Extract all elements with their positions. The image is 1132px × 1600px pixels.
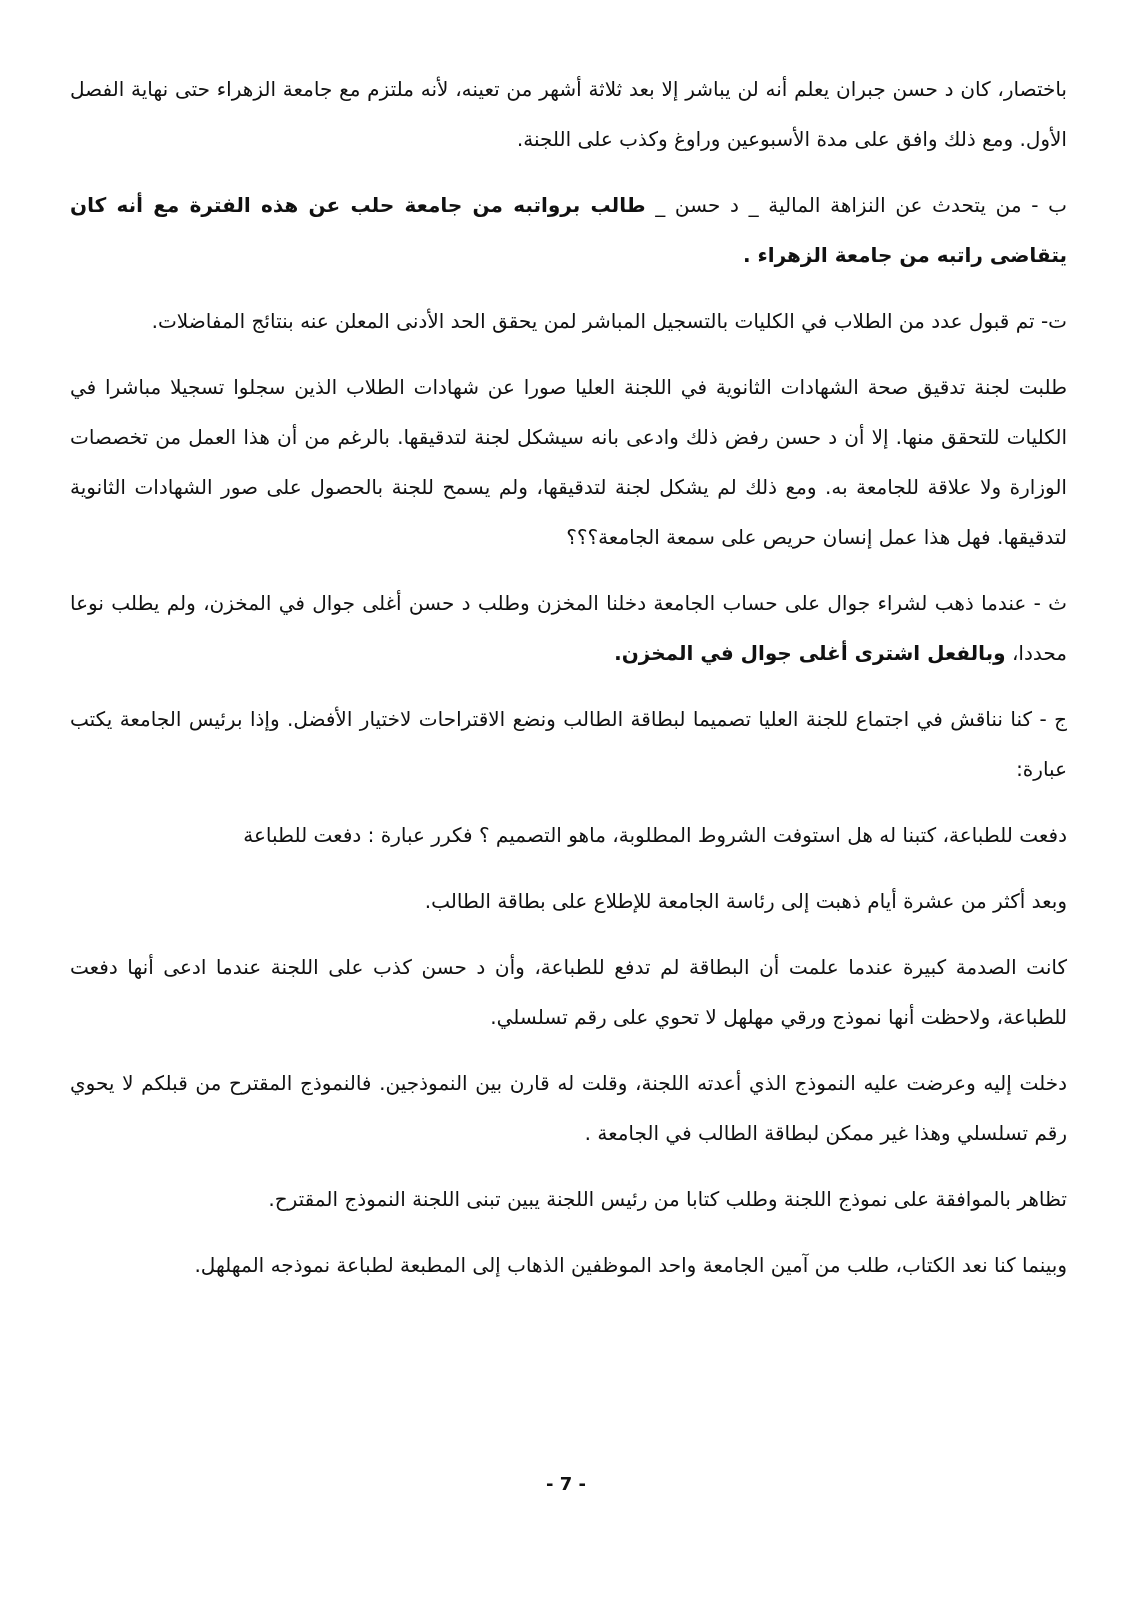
paragraph-shock: كانت الصدمة كبيرة عندما علمت أن البطاقة لم تدفع للطباعة، وأن د حسن كذب على اللجنة عندما ادعى أنها دفعت للطباعة، ولاحظت أنها نموذج ورقي مهلهل لا تحوي على رقم تسلسلي. — [70, 955, 1067, 1029]
paragraph-b-bold-text: طالب برواتبه من جامعة حلب عن هذه الفترة مع أنه كان يتقاضى راتبه من جامعة الزهراء . — [70, 193, 1067, 267]
paragraph-th-text: ث - عندما ذهب لشراء جوال على حساب الجامعة دخلنا المخزن وطلب د حسن أغلى جوال في المخزن، ولم يطلب نوعا محددا، — [70, 591, 1067, 665]
paragraph-ten-days: وبعد أكثر من عشرة أيام ذهبت إلى رئاسة الجامعة للإطلاع على بطاقة الطالب. — [424, 889, 1067, 913]
paragraph-b-text: ب - من يتحدث عن النزاهة المالية _ د حسن _ — [645, 193, 1067, 217]
paragraph-j: ج - كنا نناقش في اجتماع للجنة العليا تصميما لبطاقة الطالب ونضع الاقتراحات لاختيار الأفضل. وإذا برئيس الجامعة يكتب عبارة: — [70, 707, 1067, 781]
paragraph-certificates: طلبت لجنة تدقيق صحة الشهادات الثانوية في اللجنة العليا صورا عن شهادات الطلاب الذين سجلوا تسجيلا مباشرا في الكليات للتحقق منها. إلا أن د حسن رفض ذلك وادعى بانه سيشكل لجنة لتدقيقها. بالرغم من أن هذا العمل من تخصصات الوزارة ولا علاقة للجامعة به. ومع ذلك لم يشكل لجنة لتدقيقها، ولم يسمح للجنة بالحصول على صور الشهادات الثانوية لتدقيقها. فهل هذا عمل إنسان حريص على سمعة الجامعة؟؟؟ — [70, 375, 1067, 549]
paragraph-printing-note: دفعت للطباعة، كتبنا له هل استوفت الشروط المطلوبة، ماهو التصميم ؟ فكرر عبارة : دفعت للطباعة — [243, 823, 1067, 847]
paragraph-th — [70, 578, 1067, 678]
document-body — [70, 64, 1067, 1306]
page-number: - 7 - — [546, 1474, 586, 1495]
paragraph-b — [70, 180, 1067, 280]
paragraph-th-bold-text: وبالفعل اشترى أغلى جوال في المخزن. — [614, 641, 1006, 665]
paragraph-t: ت- تم قبول عدد من الطلاب في الكليات بالتسجيل المباشر لمن يحقق الحد الأدنى المعلن عنه بنتائج المفاضلات. — [151, 309, 1067, 333]
paragraph-printing-order: وبينما كنا نعد الكتاب، طلب من آمين الجامعة واحد الموظفين الذهاب إلى المطبعة لطباعة نموذجه المهلهل. — [194, 1253, 1067, 1277]
paragraph-compare-models: دخلت إليه وعرضت عليه النموذج الذي أعدته اللجنة، وقلت له قارن بين النموذجين. فالنموذج المقترح من قبلكم لا يحوي رقم تسلسلي وهذا غير ممكن لبطاقة الطالب في الجامعة . — [70, 1071, 1067, 1145]
paragraph-pretended-approval: تظاهر بالموافقة على نموذج اللجنة وطلب كتابا من رئيس اللجنة يبين تبنى اللجنة النموذج المقترح. — [268, 1187, 1067, 1211]
paragraph-summary: باختصار، كان د حسن جبران يعلم أنه لن يباشر إلا بعد ثلاثة أشهر من تعينه، لأنه ملتزم مع جامعة الزهراء حتى نهاية الفصل الأول. ومع ذلك وافق على مدة الأسبوعين وراوغ وكذب على اللجنة. — [70, 77, 1067, 151]
